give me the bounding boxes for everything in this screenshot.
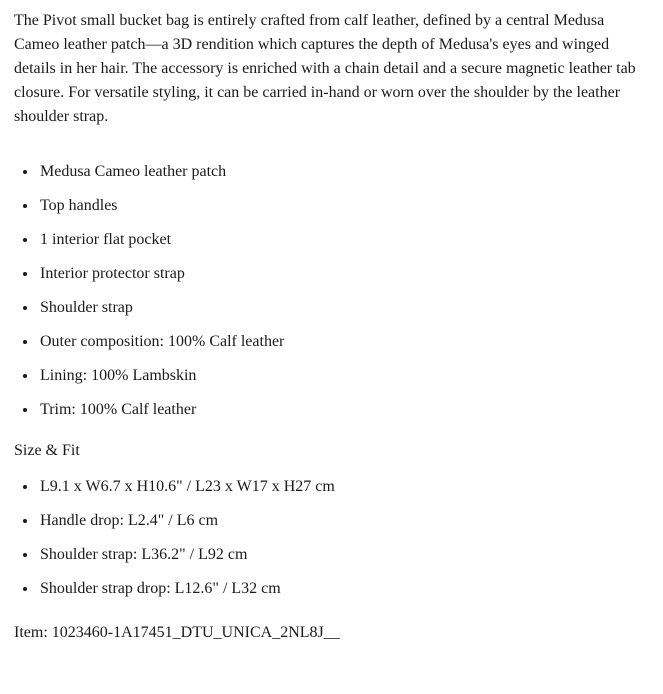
- item-code: 1023460-1A17451_DTU_UNICA_2NL8J__: [51, 624, 340, 641]
- feature-item: • Lining: 100% Lambskin: [38, 364, 649, 388]
- feature-item: • Trim: 100% Calf leather: [38, 398, 649, 422]
- features-list: [14, 160, 649, 422]
- product-description-paragraph: The Pivot small bucket bag is entirely crafted from calf leather, defined by a central Medusa Cameo leather patch—a 3D rendition which captures the depth of Medusa's eyes and winged details in her hair. The accessory is enriched with a chain detail and a secure magnetic leather tab closure. For versatile styling, it can be carried in-hand or worn over the shoulder by the leather shoulder strap.: [14, 12, 636, 125]
- item-code-line: [14, 621, 649, 645]
- feature-item: • Top handles: [38, 194, 649, 218]
- size-fit-item: • L9.1 x W6.7 x H10.6" / L23 x W17 x H27 cm: [38, 475, 649, 499]
- feature-item: • Shoulder strap: [38, 296, 649, 320]
- item-label: Item:: [14, 624, 48, 641]
- feature-item: • Outer composition: 100% Calf leather: [38, 330, 649, 354]
- size-fit-item: • Handle drop: L2.4" / L6 cm: [38, 509, 649, 533]
- size-fit-list: [14, 475, 649, 601]
- size-fit-item: • Shoulder strap: L36.2" / L92 cm: [38, 543, 649, 567]
- size-fit-heading: Size & Fit: [14, 442, 80, 459]
- feature-item: • 1 interior flat pocket: [38, 228, 649, 252]
- size-fit-item: • Shoulder strap drop: L12.6" / L32 cm: [38, 577, 649, 601]
- feature-item: • Medusa Cameo leather patch: [38, 160, 649, 184]
- feature-item: • Interior protector strap: [38, 262, 649, 286]
